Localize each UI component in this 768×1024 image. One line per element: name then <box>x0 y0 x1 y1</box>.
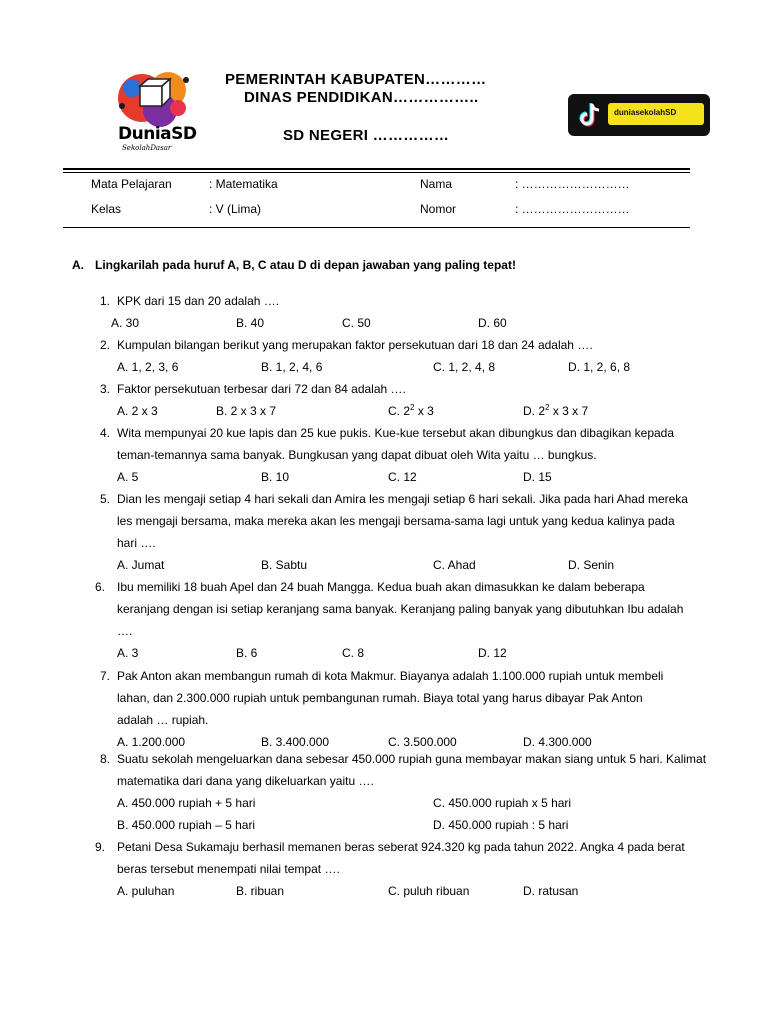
option-d[interactable]: D. 15 <box>523 470 552 484</box>
option-a[interactable]: A. 1.200.000 <box>117 735 186 749</box>
tiktok-icon <box>578 102 602 128</box>
option-c[interactable]: C. 450.000 rupiah x 5 hari <box>433 796 572 810</box>
question-number: 8. <box>100 752 111 766</box>
class-label: Kelas <box>91 202 122 216</box>
question-text: Ibu memiliki 18 buah Apel dan 24 buah Mangga. Kedua buah akan dimasukkan ke dalam beberapa <box>117 580 645 594</box>
option-c-base: C. 2 <box>388 404 411 418</box>
option-d[interactable]: D. 1, 2, 6, 8 <box>568 360 631 374</box>
option-a[interactable]: A. 5 <box>117 470 139 484</box>
option-b[interactable]: B. 10 <box>261 470 290 484</box>
question-text: matematika dari dana yang dikeluarkan yaitu …. <box>117 774 374 788</box>
option-a[interactable]: A. 2 x 3 <box>117 404 158 418</box>
option-d-exponent: 2 <box>545 403 550 412</box>
question-number: 5. <box>100 492 111 506</box>
option-a[interactable]: A. 30 <box>111 316 140 330</box>
option-d[interactable]: D. Senin <box>568 558 615 572</box>
option-a[interactable]: A. Jumat <box>117 558 165 572</box>
section-instruction: Lingkarilah pada huruf A, B, C atau D di depan jawaban yang paling tepat! <box>95 258 516 272</box>
option-c[interactable]: C. 50 <box>342 316 371 330</box>
name-value: : ……………………… <box>515 177 630 191</box>
option-c[interactable]: C. 1, 2, 4, 8 <box>433 360 496 374</box>
question-number: 9. <box>95 840 106 854</box>
option-d-rest: x 3 x 7 <box>552 404 589 418</box>
header-school: SD NEGERI …………… <box>283 127 450 144</box>
option-b[interactable]: B. 450.000 rupiah – 5 hari <box>117 818 256 832</box>
question-text: les mengaji bersama, maka mereka akan les mengaji bersama-sama lagi untuk yang kedua kalinya pada <box>117 514 675 528</box>
question-text: Dian les mengaji setiap 4 hari sekali dan Amira les mengaji setiap 6 hari sekali. Jika pada hari Ahad mereka <box>117 492 688 506</box>
number-label: Nomor <box>420 202 457 216</box>
subject-value: : Matematika <box>209 177 278 191</box>
question-number: 2. <box>100 338 111 352</box>
header-government: PEMERINTAH KABUPATEN………… <box>225 71 487 88</box>
subject-label: Mata Pelajaran <box>91 177 172 191</box>
option-b[interactable]: B. 40 <box>236 316 265 330</box>
number-value: : ……………………… <box>515 202 630 216</box>
option-c[interactable] <box>388 404 434 418</box>
question-text: Faktor persekutuan terbesar dari 72 dan 84 adalah …. <box>117 382 406 396</box>
question-text: Pak Anton akan membangun rumah di kota Makmur. Biayanya adalah 1.100.000 rupiah untuk membeli <box>117 669 664 683</box>
option-d[interactable] <box>523 404 588 418</box>
option-d[interactable]: D. 450.000 rupiah : 5 hari <box>433 818 569 832</box>
option-d[interactable]: D. 60 <box>478 316 507 330</box>
logo-name: DuniaSD <box>118 124 197 144</box>
question-text: Petani Desa Sukamaju berhasil memanen beras seberat 924.320 kg pada tahun 2022. Angka 4 pada berat <box>117 840 685 854</box>
option-b[interactable]: B. ribuan <box>236 884 285 898</box>
logo-graphic-icon <box>112 66 202 130</box>
option-b[interactable]: B. 2 x 3 x 7 <box>216 404 277 418</box>
question-text: adalah … rupiah. <box>117 713 209 727</box>
option-d[interactable]: D. ratusan <box>523 884 579 898</box>
option-b[interactable]: B. Sabtu <box>261 558 308 572</box>
option-c[interactable]: C. 12 <box>388 470 417 484</box>
question-text: Wita mempunyai 20 kue lapis dan 25 kue pukis. Kue-kue tersebut akan dibungkus dan dibagikan kepada <box>117 426 675 440</box>
option-a[interactable]: A. 3 <box>117 646 139 660</box>
badge-label: duniasekolahSD <box>614 108 677 117</box>
question-text: lahan, dan 2.300.000 rupiah untuk pembangunan rumah. Biaya total yang harus dibayar Pak Anton <box>117 691 643 705</box>
option-d-base: D. 2 <box>523 404 546 418</box>
option-c[interactable]: C. Ahad <box>433 558 476 572</box>
question-number: 4. <box>100 426 111 440</box>
option-c-exponent: 2 <box>410 403 415 412</box>
option-b[interactable]: B. 6 <box>236 646 258 660</box>
option-b[interactable]: B. 1, 2, 4, 6 <box>261 360 323 374</box>
question-text: teman-temannya sama banyak. Bungkusan yang dapat dibuat oleh Wita yaitu … bungkus. <box>117 448 597 462</box>
header-rule-thick <box>63 168 690 170</box>
header-rule-thin <box>63 172 690 173</box>
header-department: DINAS PENDIDIKAN…………….. <box>244 89 479 106</box>
question-text: hari …. <box>117 536 156 550</box>
option-b[interactable]: B. 3.400.000 <box>261 735 330 749</box>
question-number: 7. <box>100 669 111 683</box>
question-text: …. <box>117 624 133 638</box>
class-value: : V (Lima) <box>209 202 262 216</box>
option-a[interactable]: A. puluhan <box>117 884 175 898</box>
school-logo <box>112 66 202 158</box>
section-letter: A. <box>72 258 84 272</box>
option-c[interactable]: C. puluh ribuan <box>388 884 470 898</box>
question-text: beras tersebut menempati nilai tempat …. <box>117 862 340 876</box>
question-text: Kumpulan bilangan berikut yang merupakan faktor persekutuan dari 18 dan 24 adalah …. <box>117 338 593 352</box>
question-number: 3. <box>100 382 111 396</box>
option-d[interactable]: D. 12 <box>478 646 507 660</box>
tiktok-badge <box>568 94 710 136</box>
question-number: 1. <box>100 294 111 308</box>
option-a[interactable]: A. 450.000 rupiah + 5 hari <box>117 796 256 810</box>
option-c-rest: x 3 <box>417 404 434 418</box>
logo-tagline: SekolahDasar <box>122 144 172 152</box>
question-text: Suatu sekolah mengeluarkan dana sebesar 450.000 rupiah guna membayar makan siang untuk 5 hari. Kalimat <box>117 752 707 766</box>
question-text: keranjang dengan isi setiap keranjang sama banyak. Keranjang paling banyak yang dibutuhkan Ibu adalah <box>117 602 684 616</box>
info-rule <box>63 227 690 228</box>
name-label: Nama <box>420 177 453 191</box>
option-a[interactable]: A. 1, 2, 3, 6 <box>117 360 179 374</box>
option-c[interactable]: C. 3.500.000 <box>388 735 457 749</box>
question-text: KPK dari 15 dan 20 adalah …. <box>117 294 280 308</box>
question-number: 6. <box>95 580 106 594</box>
option-c[interactable]: C. 8 <box>342 646 365 660</box>
option-d[interactable]: D. 4.300.000 <box>523 735 592 749</box>
